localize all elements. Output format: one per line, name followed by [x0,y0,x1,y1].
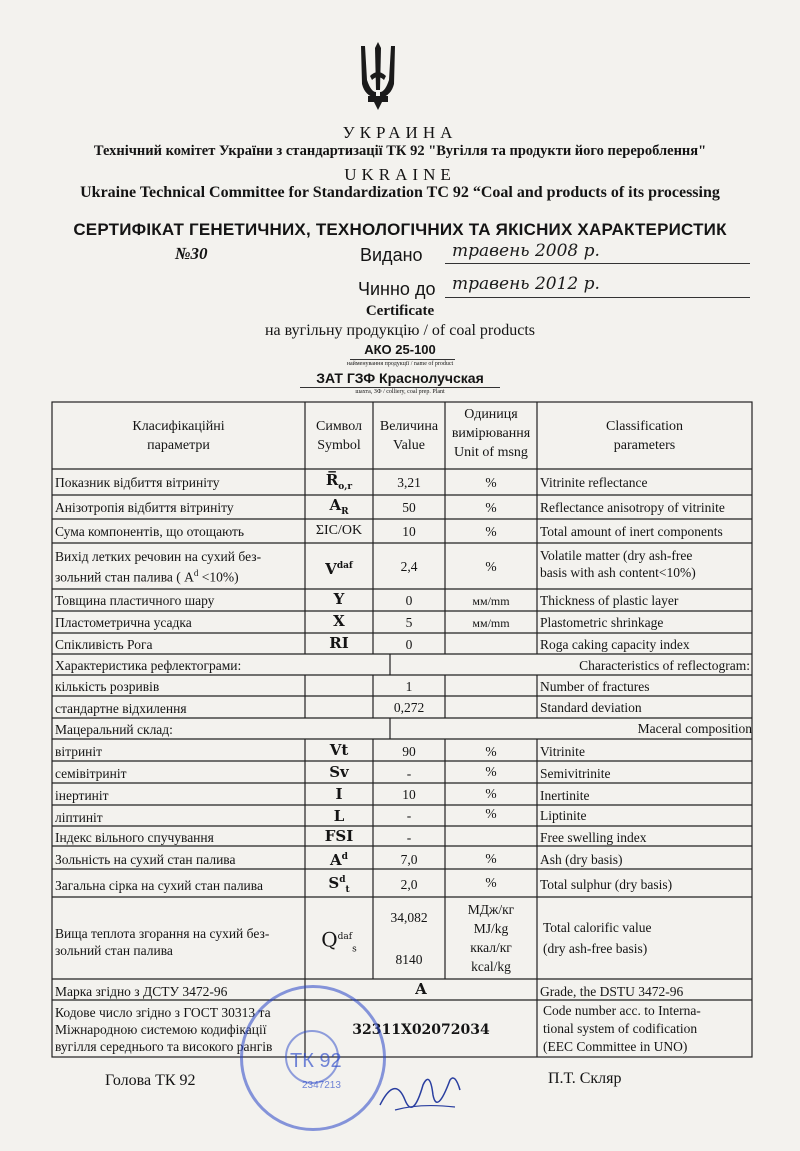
row-ua: Індекс вільного спучування [55,830,214,845]
row-value: 0,272 [393,700,425,715]
row-value: 90 [402,744,416,759]
row-en: Semivitrinite [540,766,611,781]
reflectogram-en: Characteristics of reflectogram: [579,658,750,673]
row-ua: семівітриніт [55,766,127,781]
row-en: Vitrinite [540,744,585,759]
row-ua: вітриніт [55,744,103,759]
row-value: 10 [402,524,416,539]
row-ua: Пластометрична усадка [55,615,192,630]
row-value: - [406,766,412,781]
row-value: 0 [405,637,413,652]
row-unit: % [485,764,497,779]
row-ua: кількість розривів [55,679,160,694]
committee-ua: Технічний комітет України з стандартизації ТК 92 "Вугілля та продукти його перероблення" [93,143,707,159]
row-unit: % [485,524,497,539]
row-en: Reflectance anisotropy of vitrinite [540,500,725,515]
row-value: 10 [402,787,416,802]
row-symbol: Y [333,590,345,608]
row-unit: % [485,500,497,515]
row-symbol: $A^d$ [330,851,348,869]
row-en: Grade, the DSTU 3472-96 [540,984,684,999]
valid-value: травень 2012 р. [452,274,600,294]
row-en: Vitrinite reflectance [540,475,648,490]
row-value: 5 [405,615,413,630]
row-value: 1 [405,679,413,694]
row-value: 3,21 [397,475,421,490]
row-en: Ash (dry basis) [540,852,623,867]
row-en: Code number acc. to Interna- tional system of codification (EEC Committee in UNO) [543,1003,701,1054]
row-ua: Вища теплота згорання на сухий без- зольний стан палива [55,926,270,958]
header-param-ua: Класифікаційні параметри [132,419,225,453]
row-ua: Спікливість Рога [55,637,153,652]
row-value: - [406,830,412,845]
header-unit: Одиниця вимірювання Unit of msng [451,407,531,460]
products-line: на вугільну продукцію / of coal products [264,322,536,339]
row-ua: Показник відбиття вітриніту [55,475,220,490]
row-en: Free swelling index [540,830,647,845]
row-en: Volatile matter (dry ash-free basis with ash content<10%) [540,548,696,580]
row-symbol: A [415,980,427,998]
row-value: - [406,808,412,823]
row-unit: % [485,875,497,890]
row-ua: Загальна сірка на сухий стан палива [55,878,263,893]
plant-caption: шахта, ЗФ / colliery, coal prep. Plant [355,389,445,395]
grade-caption: найменування продукції / name of product [346,361,454,367]
code-value: 32311X02072034 [352,1022,490,1038]
row-ua: Вихід летких речовин на сухий без- зольний стан палива ( $A^d <10\%$) [55,549,262,585]
signature-icon [375,1065,465,1125]
product-grade: АКО 25-100 [364,342,436,357]
row-symbol: ΣIC/OK [315,523,363,538]
row-unit: % [485,851,497,866]
row-en: Total calorific value (dry ash-free basis) [543,920,652,956]
chairman-name: П.Т. Скляр [548,1070,622,1087]
header-symbol: Символ Symbol [315,419,362,453]
row-en: Standard deviation [540,700,642,715]
row-symbol: FSI [324,827,354,845]
row-en: Total amount of inert components [540,524,723,539]
issued-value: травень 2008 р. [452,241,600,261]
row-value: 0 [405,593,413,608]
row-unit: % [485,559,497,574]
row-symbol: Vt [329,741,349,759]
row-unit: мм/mm [472,594,510,608]
certificate-title: СЕРТИФІКАТ ГЕНЕТИЧНИХ, ТЕХНОЛОГІЧНИХ ТА ЯКІСНИХ ХАРАКТЕРИСТИК [73,220,727,239]
row-unit: мм/mm [472,616,510,630]
row-ua: стандартне відхилення [55,701,187,716]
row-value: 50 [402,500,416,515]
row-ua: Товщина пластичного шару [55,593,215,608]
row-symbol: $V^{daf}$ [325,560,353,578]
row-value: 34,082 [390,910,428,925]
maceral-en: Maceral composition [637,721,752,736]
certificate-en: Certificate [365,303,435,319]
row-unit: % [485,806,497,821]
row-value: 2,4 [400,559,418,574]
header-value: Величина Value [379,419,439,453]
row-unit: МДж/кг MJ/kg ккал/кг kcal/kg [467,902,515,974]
row-value: 8140 [395,952,423,967]
row-en: Roga caking capacity index [540,637,690,652]
header-param-en: Classification parameters [606,419,683,453]
row-en: Thickness of plastic layer [540,593,679,608]
stamp-number: 2347213 [302,1080,341,1091]
row-ua: Кодове число згідно з ГОСТ 30313 та Міжнародною системою кодифікації вугілля середнього та високого рангів [55,1005,273,1054]
stamp-text: ТК 92 [290,1050,342,1072]
row-unit: % [485,475,497,490]
country-ua: УКРАИНА [342,123,458,142]
reflectogram-ua: Характеристика рефлектограми: [55,658,242,673]
row-en: Number of fractures [540,679,650,694]
maceral-ua: Мацеральний склад: [55,722,173,737]
row-symbol: $A_R$ [329,496,349,517]
committee-en: Ukraine Technical Committee for Standardization TC 92 “Coal and products of its processing [80,184,720,201]
row-en: Plastometric shrinkage [540,615,664,630]
row-symbol: I [335,785,343,803]
row-symbol: $S^d_t$ [328,874,350,895]
row-ua: Марка згідно з ДСТУ 3472-96 [55,984,228,999]
row-ua: Зольність на сухий стан палива [55,852,236,867]
row-en: Inertinite [540,788,590,803]
row-ua: ліптиніт [55,810,103,825]
row-unit: % [485,744,497,759]
row-ua: інертиніт [55,788,109,803]
plant-name: ЗАТ ГЗФ Краснолучская [316,370,484,386]
row-symbol: $Q^{daf}_s$ [321,927,357,955]
row-en: Liptinite [540,808,587,823]
row-value: 2,0 [400,877,418,892]
issued-label: Видано [360,245,423,265]
row-value: 7,0 [400,852,418,867]
row-symbol: $R̅_{o,r}$ [325,471,353,492]
row-unit: % [485,786,497,801]
certificate-number: №30 [175,244,208,263]
row-en: Total sulphur (dry basis) [540,877,673,892]
row-ua: Сума компонентів, що отощають [55,524,245,539]
country-en: UKRAINE [344,165,456,184]
row-symbol: X [333,612,345,630]
chairman-label: Голова ТК 92 [105,1072,196,1089]
row-symbol: RI [329,634,349,652]
row-symbol: L [333,807,345,825]
row-symbol: Sv [329,763,349,781]
valid-label: Чинно до [358,279,436,299]
row-ua: Анізотропія відбиття вітриніту [55,500,234,515]
